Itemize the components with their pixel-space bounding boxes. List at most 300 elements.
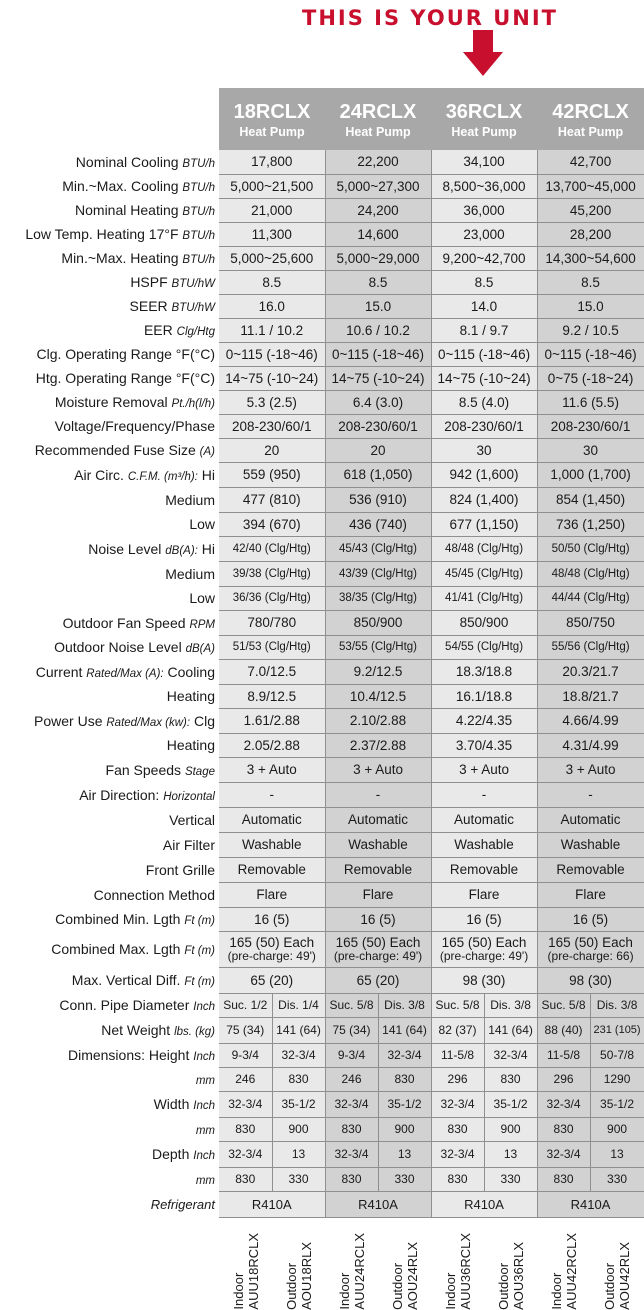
- spec-value: 8.9/12.5: [219, 684, 325, 708]
- row-label: [0, 198, 219, 222]
- spec-value: 0~115 (-18~46): [431, 342, 537, 366]
- row-label-text: Recommended Fuse Size: [34, 442, 196, 458]
- row-label: [0, 1141, 219, 1167]
- row-label-text: Min.~Max. Cooling: [62, 178, 179, 194]
- row-unit: Ft (m): [184, 976, 215, 988]
- spec-value: 24,200: [325, 198, 431, 222]
- unit-model-number: AUU36RCLX: [457, 1232, 473, 1310]
- spec-value: 536 (910): [325, 487, 431, 512]
- row-label-text: Nominal Heating: [75, 202, 179, 218]
- row-unit: lbs. (kg): [174, 1026, 215, 1038]
- spec-row: [0, 462, 644, 487]
- model-header: 24RCLX Heat Pump: [325, 88, 431, 150]
- spec-value: 4.66/4.99: [537, 708, 644, 733]
- row-unit: RPM: [189, 618, 215, 631]
- outdoor-value: 13: [272, 1141, 325, 1167]
- outdoor-value: Dis. 3/8: [484, 993, 537, 1017]
- row-unit: BTU/h: [182, 254, 215, 266]
- row-unit: dB(A): [185, 643, 215, 655]
- outdoor-value: 35-1/2: [590, 1091, 644, 1117]
- row-label-text: HSPF: [130, 274, 168, 290]
- indoor-value: Suc. 5/8: [325, 993, 378, 1017]
- indoor-value: Suc. 1/2: [219, 993, 272, 1017]
- row-label-text: Combined Min. Lgth: [55, 911, 181, 927]
- spec-value: 208-230/60/1: [537, 414, 644, 438]
- outdoor-value: 1290: [590, 1067, 644, 1091]
- row-label-text: Clg. Operating Range °F(°C): [36, 346, 215, 362]
- spec-value: Washable: [325, 832, 431, 857]
- outdoor-value: 32-3/4: [484, 1043, 537, 1067]
- outdoor-value: 32-3/4: [272, 1043, 325, 1067]
- unit-type: Outdoor: [495, 1262, 511, 1310]
- row-label: [0, 1091, 219, 1117]
- row-label-text: Front Grille: [145, 861, 215, 878]
- outdoor-value: 35-1/2: [378, 1091, 431, 1117]
- spec-row: [0, 536, 644, 561]
- precharge-value: (pre-charge: 66): [547, 948, 634, 963]
- spec-value: -: [325, 782, 431, 807]
- spec-row-split: [0, 993, 644, 1017]
- spec-value: 208-230/60/1: [219, 414, 325, 438]
- outdoor-value: 330: [590, 1167, 644, 1191]
- spec-value: 854 (1,450): [537, 487, 644, 512]
- row-label: [0, 294, 219, 318]
- spec-value: -: [219, 782, 325, 807]
- row-unit: mm: [195, 1175, 215, 1187]
- spec-value: Automatic: [219, 807, 325, 832]
- row-unit: BTU/hW: [171, 278, 215, 290]
- row-unit: Inch: [193, 1001, 215, 1013]
- row-unit: Horizontal: [163, 790, 215, 803]
- spec-value: 65 (20): [325, 967, 431, 993]
- max-length-value: 165 (50) Each: [229, 934, 315, 950]
- row-label-text: Outdoor Noise Level: [54, 639, 182, 655]
- spec-value: 48/48 (Clg/Htg): [431, 536, 537, 561]
- spec-value: 824 (1,400): [431, 487, 537, 512]
- outdoor-value: 330: [484, 1167, 537, 1191]
- row-unit: C.F.M. (m³/h):: [127, 470, 198, 483]
- spec-row: [0, 294, 644, 318]
- row-label: [0, 342, 219, 366]
- row-label: [0, 1017, 219, 1043]
- spec-row-split: [0, 1117, 644, 1141]
- row-label-text: Combined Max. Lgth: [51, 941, 181, 957]
- indoor-value: 32-3/4: [219, 1141, 272, 1167]
- row-label-text: Depth: [152, 1146, 190, 1162]
- spec-value: 30: [431, 438, 537, 462]
- spec-value: 9,200~42,700: [431, 246, 537, 270]
- spec-row: [0, 561, 644, 586]
- unit-model-label: [484, 1217, 537, 1310]
- spec-row-split: [0, 1017, 644, 1043]
- spec-value: 10.6 / 10.2: [325, 318, 431, 342]
- spec-value: 16 (5): [219, 907, 325, 931]
- row-label-text: Low: [189, 516, 215, 532]
- indoor-value: 9-3/4: [219, 1043, 272, 1067]
- unit-model-label: [537, 1217, 590, 1310]
- row-label: Refrigerant: [150, 1196, 215, 1212]
- outdoor-value: 900: [484, 1117, 537, 1141]
- row-unit: Ft (m): [184, 915, 215, 927]
- indoor-value: 75 (34): [219, 1017, 272, 1043]
- unit-type: Outdoor: [602, 1262, 618, 1310]
- unit-model-label: [219, 1217, 272, 1310]
- spec-value: Removable: [219, 857, 325, 882]
- spec-value: 16 (5): [325, 907, 431, 931]
- row-label: [0, 832, 219, 857]
- row-label: [0, 1067, 219, 1091]
- spec-value: [537, 931, 644, 967]
- precharge-value: (pre-charge: 49'): [439, 948, 529, 963]
- spec-value: 41/41 (Clg/Htg): [431, 586, 537, 610]
- unit-model-number: AOU24RLX: [404, 1241, 420, 1310]
- spec-value: 1,000 (1,700): [537, 462, 644, 487]
- indoor-value: 32-3/4: [537, 1091, 590, 1117]
- spec-row: [0, 414, 644, 438]
- spec-row-split: [0, 1091, 644, 1117]
- spec-row-split: [0, 1167, 644, 1191]
- spec-value: 38/35 (Clg/Htg): [325, 586, 431, 610]
- spec-value: Washable: [219, 832, 325, 857]
- row-label-text: Noise Level: [88, 540, 162, 557]
- outdoor-value: 13: [590, 1141, 644, 1167]
- outdoor-value: 830: [378, 1067, 431, 1091]
- row-label: [0, 610, 219, 635]
- unit-model-number: AOU36RLX: [510, 1241, 526, 1310]
- row-unit: BTU/hW: [171, 302, 215, 314]
- spec-value: 20.3/21.7: [537, 659, 644, 684]
- spec-value: Flare: [431, 882, 537, 907]
- row-unit: (A): [199, 446, 215, 458]
- spec-row: [0, 270, 644, 294]
- row-label-text: Width: [153, 1096, 190, 1112]
- unit-model-label: [325, 1217, 378, 1310]
- spec-value: 42,700: [537, 150, 644, 174]
- spec-value: 45/45 (Clg/Htg): [431, 561, 537, 586]
- spec-value: Removable: [537, 857, 644, 882]
- row-label: [0, 1217, 219, 1310]
- spec-value: 208-230/60/1: [325, 414, 431, 438]
- indoor-value: Suc. 5/8: [431, 993, 484, 1017]
- spec-row: [0, 1191, 644, 1217]
- row-unit: BTU/h: [182, 230, 215, 242]
- spec-value: 53/55 (Clg/Htg): [325, 635, 431, 659]
- row-label-text: Conn. Pipe Diameter: [59, 997, 190, 1013]
- spec-value: 13,700~45,000: [537, 174, 644, 198]
- spec-value: 3.70/4.35: [431, 733, 537, 757]
- spec-value: 942 (1,600): [431, 462, 537, 487]
- spec-value: 16.1/18.8: [431, 684, 537, 708]
- spec-value: 18.8/21.7: [537, 684, 644, 708]
- spec-value: 8.5 (4.0): [431, 390, 537, 414]
- unit-model-row: [0, 1217, 644, 1310]
- spec-value: 8.1 / 9.7: [431, 318, 537, 342]
- row-suffix: Hi: [201, 540, 215, 557]
- row-label-text: Nominal Cooling: [75, 154, 179, 170]
- indoor-value: 830: [325, 1167, 378, 1191]
- outdoor-value: 330: [378, 1167, 431, 1191]
- spec-value: 850/900: [431, 610, 537, 635]
- row-label: [0, 708, 219, 733]
- row-label: [0, 487, 219, 512]
- unit-type: Indoor: [548, 1272, 564, 1310]
- max-length-value: 165 (50) Each: [548, 934, 633, 950]
- row-label: [0, 586, 219, 610]
- outdoor-value: 13: [378, 1141, 431, 1167]
- row-unit: dB(A):: [165, 544, 198, 557]
- row-label: [0, 857, 219, 882]
- row-label-text: Power Use: [34, 712, 103, 729]
- spec-row: [0, 342, 644, 366]
- spec-value: 48/48 (Clg/Htg): [537, 561, 644, 586]
- row-label: [0, 222, 219, 246]
- spec-value: Automatic: [325, 807, 431, 832]
- spec-value: 5,000~27,300: [325, 174, 431, 198]
- spec-value: 55/56 (Clg/Htg): [537, 635, 644, 659]
- indoor-value: 830: [219, 1117, 272, 1141]
- row-label-text: Moisture Removal: [54, 394, 168, 410]
- indoor-value: 11-5/8: [537, 1043, 590, 1067]
- spec-value: 850/750: [537, 610, 644, 635]
- unit-model-number: AOU18RLX: [298, 1241, 314, 1310]
- model-header: 18RCLX Heat Pump: [219, 88, 325, 150]
- row-label: [0, 1117, 219, 1141]
- indoor-value: 830: [537, 1117, 590, 1141]
- row-label-text: Min.~Max. Heating: [61, 250, 179, 266]
- spec-value: 14.0: [431, 294, 537, 318]
- row-label: [0, 757, 219, 782]
- indoor-value: Suc. 5/8: [537, 993, 590, 1017]
- row-suffix: Hi: [201, 466, 215, 483]
- spec-value: 42/40 (Clg/Htg): [219, 536, 325, 561]
- spec-value: 16 (5): [431, 907, 537, 931]
- row-label: [0, 366, 219, 390]
- unit-model-label: [590, 1217, 644, 1310]
- spec-value: 3 + Auto: [325, 757, 431, 782]
- spec-value: 8,500~36,000: [431, 174, 537, 198]
- indoor-value: 32-3/4: [431, 1141, 484, 1167]
- spec-value: 20: [219, 438, 325, 462]
- row-label-text: Medium: [165, 491, 215, 508]
- spec-value: 45,200: [537, 198, 644, 222]
- row-suffix: Cooling: [167, 663, 215, 680]
- spec-value: -: [431, 782, 537, 807]
- spec-value: 20: [325, 438, 431, 462]
- row-label: [0, 733, 219, 757]
- spec-value: 1.61/2.88: [219, 708, 325, 733]
- row-unit: Rated/Max (A):: [86, 667, 164, 680]
- unit-type: Indoor: [230, 1272, 246, 1310]
- row-label-text: Current: [35, 663, 83, 680]
- outdoor-value: Dis. 3/8: [378, 993, 431, 1017]
- spec-value: 677 (1,150): [431, 512, 537, 536]
- spec-row: [0, 150, 644, 174]
- row-label-text: Net Weight: [101, 1022, 171, 1038]
- spec-value: Automatic: [537, 807, 644, 832]
- header-spacer: [0, 88, 219, 150]
- indoor-value: 830: [325, 1117, 378, 1141]
- outdoor-value: 141 (64): [272, 1017, 325, 1043]
- banner: [0, 0, 644, 88]
- indoor-value: 296: [537, 1067, 590, 1091]
- row-label-text: Low: [189, 590, 215, 606]
- indoor-value: 88 (40): [537, 1017, 590, 1043]
- spec-row: [0, 807, 644, 832]
- spec-value: 15.0: [537, 294, 644, 318]
- spec-row: [0, 757, 644, 782]
- unit-type: Indoor: [442, 1272, 458, 1310]
- indoor-value: 32-3/4: [537, 1141, 590, 1167]
- spec-row: [0, 967, 644, 993]
- row-label: [0, 512, 219, 536]
- spec-value: 9.2/12.5: [325, 659, 431, 684]
- spec-value: 0~115 (-18~46): [219, 342, 325, 366]
- spec-value: 618 (1,050): [325, 462, 431, 487]
- row-unit: Pt./h(l/h): [171, 398, 215, 410]
- spec-row: [0, 246, 644, 270]
- spec-value: 850/900: [325, 610, 431, 635]
- row-label: [0, 967, 219, 993]
- spec-value: 2.05/2.88: [219, 733, 325, 757]
- precharge-value: (pre-charge: 49'): [227, 948, 316, 963]
- row-label-text: SEER: [129, 298, 168, 314]
- row-label: [0, 438, 219, 462]
- spec-value: 0~115 (-18~46): [325, 342, 431, 366]
- outdoor-value: 32-3/4: [378, 1043, 431, 1067]
- spec-value: Flare: [219, 882, 325, 907]
- spec-value: 3 + Auto: [537, 757, 644, 782]
- indoor-value: 11-5/8: [431, 1043, 484, 1067]
- row-unit: BTU/h: [182, 182, 215, 194]
- spec-value: [431, 931, 537, 967]
- spec-row: [0, 708, 644, 733]
- row-unit: Clg/Htg: [176, 326, 215, 338]
- row-label-text: Outdoor Fan Speed: [62, 614, 186, 631]
- outdoor-value: 900: [272, 1117, 325, 1141]
- spec-value: Removable: [431, 857, 537, 882]
- row-label-text: Max. Vertical Diff.: [71, 972, 181, 988]
- spec-value: 16 (5): [537, 907, 644, 931]
- row-label: [0, 807, 219, 832]
- row-unit: Rated/Max (kw):: [106, 716, 191, 729]
- unit-model-number: AOU42RLX: [617, 1241, 633, 1310]
- max-length-value: 165 (50) Each: [335, 934, 421, 950]
- spec-value: Automatic: [431, 807, 537, 832]
- row-label-text: Connection Method: [93, 886, 215, 903]
- spec-value: 10.4/12.5: [325, 684, 431, 708]
- spec-row: [0, 390, 644, 414]
- row-label: [0, 1167, 219, 1191]
- spec-value: 28,200: [537, 222, 644, 246]
- indoor-value: 246: [219, 1067, 272, 1091]
- row-label-text: Dimensions: Height: [67, 1047, 190, 1063]
- outdoor-value: 35-1/2: [272, 1091, 325, 1117]
- row-label-text: Air Filter: [162, 836, 215, 853]
- spec-value: Washable: [431, 832, 537, 857]
- spec-value: 559 (950): [219, 462, 325, 487]
- spec-value: 51/53 (Clg/Htg): [219, 635, 325, 659]
- row-label-text: Htg. Operating Range °F(°C): [35, 370, 215, 386]
- row-label-text: Air Circ.: [74, 466, 124, 483]
- spec-value: 45/43 (Clg/Htg): [325, 536, 431, 561]
- spec-row: [0, 782, 644, 807]
- spec-value: [325, 931, 431, 967]
- spec-value: 17,800: [219, 150, 325, 174]
- row-suffix: Clg: [193, 712, 215, 729]
- spec-value: 5.3 (2.5): [219, 390, 325, 414]
- spec-value: 0~115 (-18~46): [537, 342, 644, 366]
- max-length-value: 165 (50) Each: [441, 934, 527, 950]
- spec-value: 3 + Auto: [431, 757, 537, 782]
- unit-model-label: [378, 1217, 431, 1310]
- spec-value: 21,000: [219, 198, 325, 222]
- spec-value: [219, 931, 325, 967]
- spec-value: 394 (670): [219, 512, 325, 536]
- spec-value: 8.5: [325, 270, 431, 294]
- unit-model-label: [431, 1217, 484, 1310]
- spec-value: 34,100: [431, 150, 537, 174]
- row-label: [0, 561, 219, 586]
- spec-value: 22,200: [325, 150, 431, 174]
- spec-value: 8.5: [219, 270, 325, 294]
- row-label: [0, 318, 219, 342]
- spec-value: 15.0: [325, 294, 431, 318]
- row-label: [0, 270, 219, 294]
- row-label: [0, 174, 219, 198]
- row-label: [0, 907, 219, 931]
- indoor-value: 9-3/4: [325, 1043, 378, 1067]
- spec-row: [0, 366, 644, 390]
- spec-row-split: [0, 1141, 644, 1167]
- outdoor-value: 830: [484, 1067, 537, 1091]
- spec-value: 5,000~25,600: [219, 246, 325, 270]
- outdoor-value: 141 (64): [378, 1017, 431, 1043]
- outdoor-value: 13: [484, 1141, 537, 1167]
- spec-value: 9.2 / 10.5: [537, 318, 644, 342]
- spec-value: 8.5: [537, 270, 644, 294]
- row-label: [0, 536, 219, 561]
- indoor-value: 296: [431, 1067, 484, 1091]
- row-unit: BTU/h: [182, 206, 215, 218]
- spec-row: [0, 832, 644, 857]
- spec-value: 39/38 (Clg/Htg): [219, 561, 325, 586]
- spec-value: 5,000~29,000: [325, 246, 431, 270]
- spec-row: [0, 586, 644, 610]
- row-label: [0, 931, 219, 967]
- outdoor-value: 830: [272, 1067, 325, 1091]
- row-unit: mm: [195, 1125, 215, 1137]
- outdoor-value: 231 (105): [590, 1017, 644, 1043]
- unit-type: Outdoor: [283, 1262, 299, 1310]
- indoor-value: 32-3/4: [219, 1091, 272, 1117]
- spec-value: 14~75 (-10~24): [219, 366, 325, 390]
- row-label-text: Heating: [166, 737, 215, 753]
- spec-row: [0, 882, 644, 907]
- row-label-text: Fan Speeds: [105, 761, 182, 778]
- unit-model-number: AUU18RCLX: [245, 1232, 261, 1310]
- outdoor-value: 50-7/8: [590, 1043, 644, 1067]
- spec-value: 11.1 / 10.2: [219, 318, 325, 342]
- outdoor-value: 141 (64): [484, 1017, 537, 1043]
- refrigerant-value: R410A: [537, 1191, 644, 1217]
- spec-row-split: [0, 1067, 644, 1091]
- spec-value: 44/44 (Clg/Htg): [537, 586, 644, 610]
- spec-row: [0, 635, 644, 659]
- outdoor-value: 35-1/2: [484, 1091, 537, 1117]
- spec-row-split: [0, 1043, 644, 1067]
- unit-model-label: [272, 1217, 325, 1310]
- spec-value: 14~75 (-10~24): [325, 366, 431, 390]
